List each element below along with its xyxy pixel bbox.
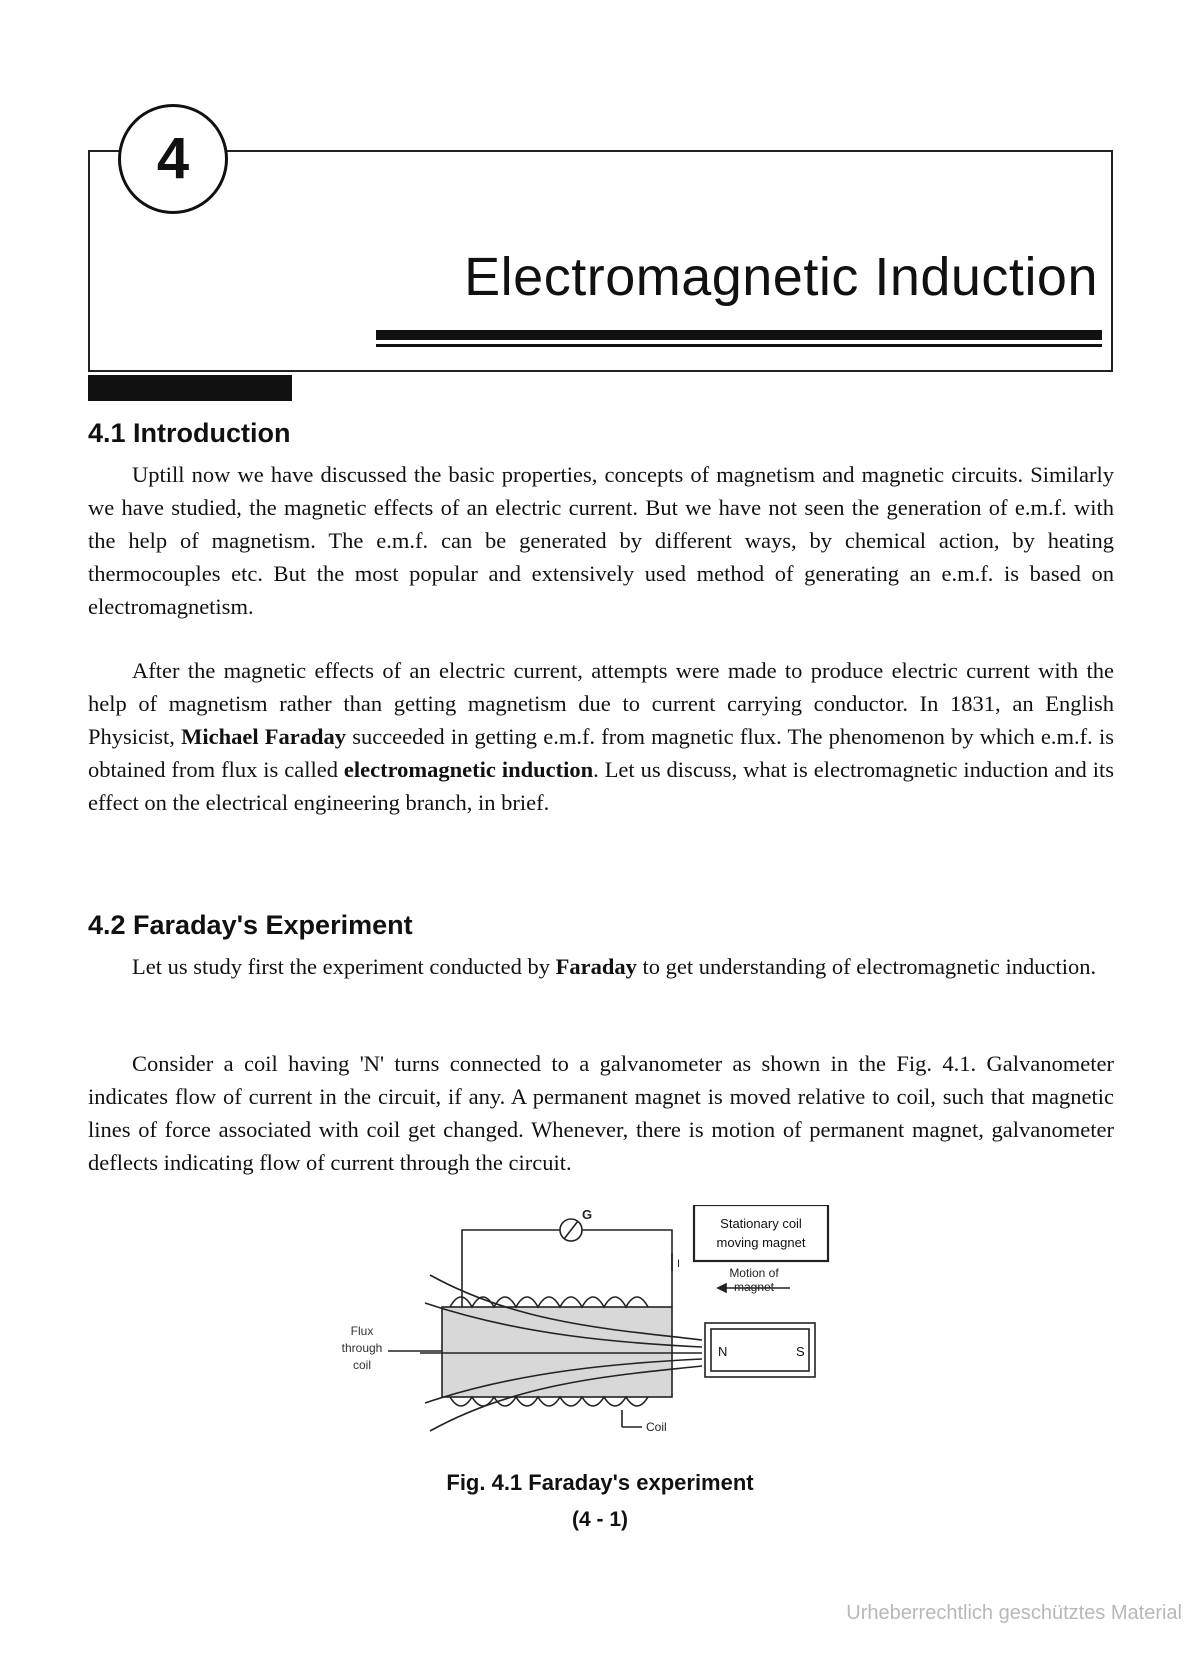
- text-run: . Let us discuss, what is electromagnetic induction and its effect on the electrical engineering branch, in brief.: [88, 757, 1114, 815]
- paragraph: [88, 1047, 1114, 1179]
- figure-box-label-line1: Stationary coil: [720, 1216, 802, 1231]
- chapter-number: 4: [156, 126, 190, 191]
- text-run: After the magnetic effects of an electric current, attempts were made to produce electric current with the help of magnetism rather than getting magnetism due to current carrying conductor. In 1831, an English Physicist,: [88, 658, 1114, 749]
- bold-term: Faraday: [555, 954, 637, 979]
- faraday-experiment-diagram: [320, 1205, 880, 1455]
- magnet-south-label: S: [796, 1344, 805, 1359]
- flux-label-line1: Flux: [350, 1324, 374, 1338]
- title-rule-thin: [376, 344, 1102, 347]
- section-heading-faradays-experiment: 4.2 Faraday's Experiment: [88, 910, 413, 940]
- figure-box-label-line2: moving magnet: [716, 1235, 806, 1250]
- text-run: Uptill now we have discussed the basic properties, concepts of magnetism and magnetic circuits. Similarly we have studied, the magnetic effects of an electric current. But we have not seen the generation of e.m.f. with the help of magnetism. The e.m.f. can be generated by different ways, by chemical action, by heating thermocouples etc. But the most popular and extensively used method of generating an e.m.f. is based on electromagnetism.: [88, 462, 1114, 619]
- text-run: Consider a coil having 'N' turns connected to a galvanometer as shown in the Fig. 4.1. Galvanometer indicates flow of current in the circuit, if any. A permanent magnet is moved relative to coil, such that magnetic lines of force associated with coil get changed. Whenever, there is motion of permanent magnet, galvanometer deflects indicating flow of current through the circuit.: [88, 1051, 1114, 1175]
- page-number: (4 - 1): [571, 1508, 628, 1531]
- bold-term: electromagnetic induction: [343, 757, 594, 782]
- title-rule-thick: [376, 330, 1102, 340]
- current-label: I: [677, 1258, 681, 1270]
- section-heading-introduction: 4.1 Introduction: [88, 418, 291, 448]
- coil-label: Coil: [646, 1420, 667, 1434]
- chapter-title: Electromagnetic Induction: [464, 247, 1098, 307]
- copyright-watermark: Urheberrechtlich geschütztes Material: [846, 1602, 1182, 1624]
- motion-label-line2: magnet: [733, 1280, 775, 1294]
- bold-term: Michael Faraday: [181, 724, 347, 749]
- text-run: to get understanding of electromagnetic induction.: [636, 954, 1097, 979]
- text-run: succeeded in getting e.m.f. from magnetic flux. The phenomenon by which e.m.f. is obtained from flux is called: [88, 724, 1114, 782]
- galvanometer-label: G: [582, 1207, 593, 1222]
- chapter-number-badge: [118, 104, 228, 214]
- figure-caption: Fig. 4.1 Faraday's experiment: [446, 1470, 754, 1495]
- chapter-header-shadow-bar: [88, 375, 292, 401]
- paragraph: [88, 950, 1114, 983]
- paragraph: [88, 458, 1114, 623]
- magnet-north-label: N: [718, 1344, 728, 1359]
- motion-label-line1: Motion of: [729, 1266, 779, 1280]
- text-run: Let us study first the experiment conducted by: [132, 954, 556, 979]
- flux-label-line3: coil: [352, 1358, 372, 1372]
- paragraph: [88, 654, 1114, 819]
- flux-label-line2: through: [341, 1341, 383, 1355]
